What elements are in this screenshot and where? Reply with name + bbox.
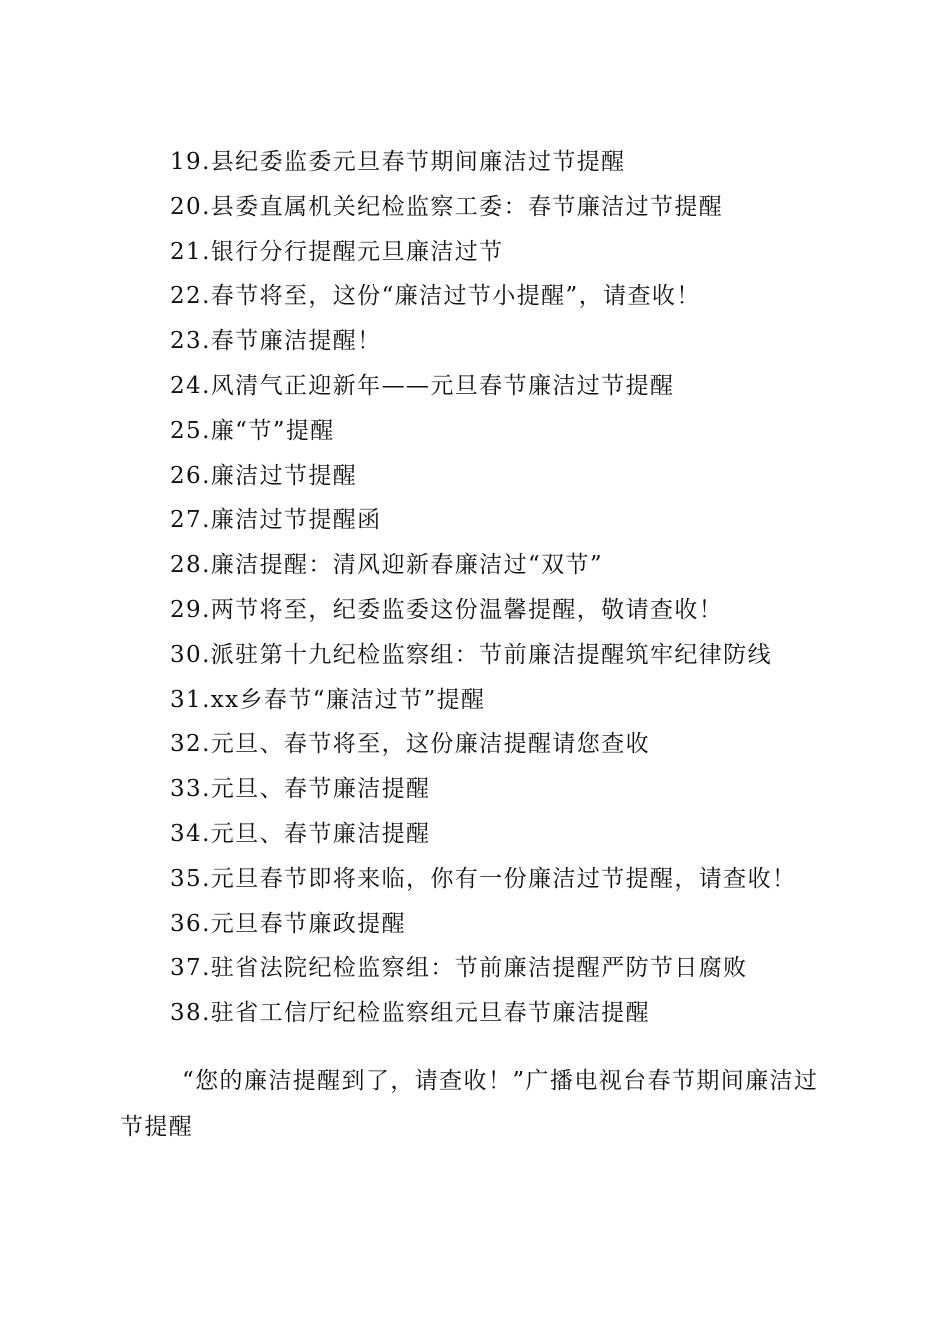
toc-item: 30.派驻第十九纪检监察组：节前廉洁提醒筑牢纪律防线 [170,641,772,668]
toc-item: 26.廉洁过节提醒 [170,462,358,489]
toc-item: 23.春节廉洁提醒！ [170,328,382,355]
toc-item: 20.县委直属机关纪检监察工委：春节廉洁过节提醒 [170,193,724,220]
toc-item: 29.两节将至，纪委监委这份温馨提醒，敬请查收！ [170,596,724,623]
toc-list [170,140,870,1036]
toc-item: 27.廉洁过节提醒函 [170,507,382,534]
toc-item: 28.廉洁提醒：清风迎新春廉洁过“双节” [170,552,604,579]
toc-item: 38.驻省工信厅纪检监察组元旦春节廉洁提醒 [170,1000,650,1027]
toc-item: 34.元旦、春节廉洁提醒 [170,820,431,847]
toc-item: 33.元旦、春节廉洁提醒 [170,776,431,803]
toc-item: 37.驻省法院纪检监察组：节前廉洁提醒严防节日腐败 [170,955,748,982]
toc-item: 35.元旦春节即将来临，你有一份廉洁过节提醒，请查收！ [170,865,797,892]
toc-item: 32.元旦、春节将至，这份廉洁提醒请您查收 [170,731,650,758]
toc-item: 25.廉“节”提醒 [170,417,335,444]
closing-paragraph: “您的廉洁提醒到了，请查收！”广播电视台春节期间廉洁过节提醒 [120,1068,819,1140]
toc-item: 24.风清气正迎新年——元旦春节廉洁过节提醒 [170,372,675,399]
toc-item: 31.xx乡春节“廉洁过节”提醒 [170,686,486,713]
toc-item: 21.银行分行提醒元旦廉洁过节 [170,238,504,265]
toc-item: 22.春节将至，这份“廉洁过节小提醒”，请查收！ [170,283,701,310]
toc-item: 19.县纪委监委元旦春节期间廉洁过节提醒 [170,149,626,175]
toc-item: 36.元旦春节廉政提醒 [170,910,406,937]
